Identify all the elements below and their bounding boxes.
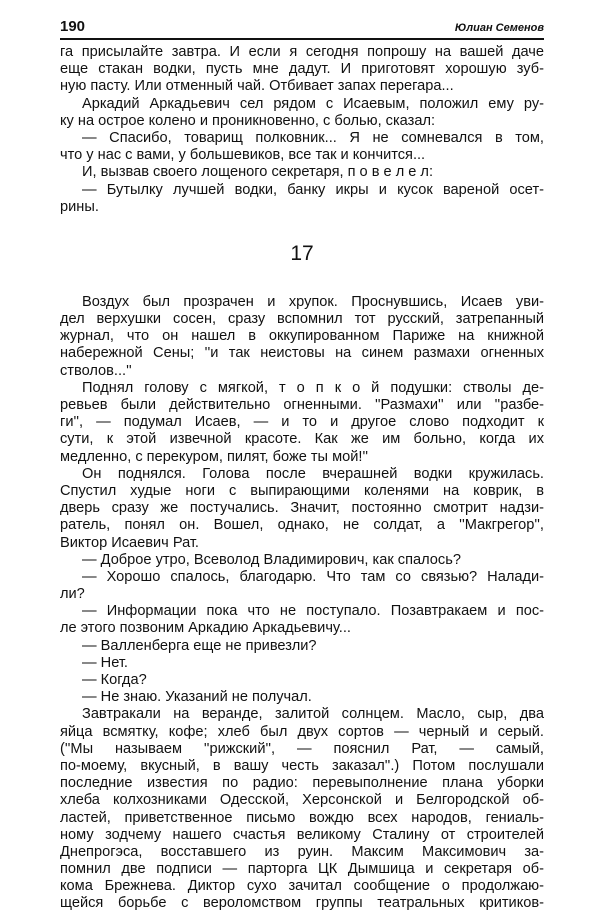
- continued-paragraphs: [60, 44, 544, 216]
- text-line: сути, к этой извечной красоте. Как же им больно, когда их: [60, 431, 544, 448]
- text-line: Воздух был прозрачен и хрупок. Проснувшись, Исаев уви-: [82, 293, 544, 310]
- text-line: — Не знаю. Указаний не получал.: [82, 689, 312, 706]
- chapter-number: 17: [290, 241, 314, 265]
- book-page: [60, 18, 544, 913]
- text-line: стволов...'': [60, 362, 132, 379]
- text-line: ную пасту. Или отменный чай. Отбивает запах перегара...: [60, 78, 454, 95]
- text-line: (''Мы называем ''рижский'', — пояснил Рат, — самый,: [60, 740, 544, 757]
- text-line: кома Брежнева. Диктор сухо зачитал сообщение о продолжаю-: [60, 878, 544, 895]
- text-line: последние известия по радио: перевыполнение плана уборки: [60, 775, 544, 792]
- text-line: — Хорошо спалось, благодарю. Что там со связью? Налади-: [82, 568, 544, 585]
- page-number: 190: [60, 18, 86, 35]
- text-line: ку на острое колено и проникновенно, с болью, сказал:: [60, 112, 436, 129]
- text-line: ле этого позвоним Аркадию Аркадьевичу...: [60, 620, 351, 637]
- text-line: еще стакан водки, пусть мне дадут. И приготовят хорошую зуб-: [60, 61, 544, 78]
- text-line: — Бутылку лучшей водки, банку икры и кусок вареной осет-: [82, 181, 544, 198]
- text-line: журнал, что он нашел в оккупированном Париже на книжной: [60, 328, 544, 345]
- text-line: Поднял голову с мягкой, т о п к о й подушки: стволы де-: [82, 379, 544, 396]
- text-line: дверь сразу же постучались. Значит, постоянно смотрит надзи-: [60, 500, 544, 517]
- text-line: — Доброе утро, Всеволод Владимирович, как спалось?: [82, 551, 461, 568]
- text-line: рины.: [60, 198, 99, 215]
- text-line: набережной Сены; ''и так неистовы на синем размахи огненных: [60, 345, 544, 362]
- text-line: ли?: [60, 586, 85, 603]
- text-line: помнил две подписи — парторга ЦК Дымшица и секретаря об-: [60, 861, 544, 878]
- text-line: — Нет.: [82, 654, 128, 671]
- text-line: ревьев были действительно огненными. ''Размахи'' или ''разбе-: [60, 397, 544, 413]
- text-line: по-моему, вкусный, в вашу честь заказал''.) Потом послушали: [60, 757, 544, 774]
- text-line: Завтракали на веранде, залитой солнцем. Масло, сыр, два: [82, 706, 544, 723]
- text-line: хлеба колхозниками Одесской, Херсонской и Белгородской об-: [60, 792, 544, 809]
- text-line: Днепрогэса, восставшего из руин. Максим Максимович за-: [60, 843, 544, 860]
- text-line: Аркадий Аркадьевич сел рядом с Исаевым, положил ему ру-: [82, 95, 544, 112]
- text-line: Виктор Исаевич Рат.: [60, 534, 199, 551]
- text-line: ному зодчему нашего счастья великому Сталину от строителей: [60, 826, 544, 843]
- text-line: щейся борьбе с вероломством группы театральных критиков-: [60, 895, 544, 912]
- text-line: дел верхушки сосен, сразу вспомнил тот русский, затрепанный: [60, 311, 544, 328]
- text-line: И, вызвав своего лощеного секретаря, п о в е л е л:: [82, 164, 434, 181]
- text-line: га присылайте завтра. И если я сегодня попрошу на вашей даче: [60, 44, 544, 60]
- text-line: — Информации пока что не поступало. Позавтракаем и пос-: [82, 603, 544, 620]
- text-line: что у нас с вами, у большевиков, все так и кончится...: [60, 147, 426, 164]
- text-line: ги'', — подумал Исаев, — и то и другое слово подходит к: [60, 414, 544, 431]
- text-line: — Валленберга еще не привезли?: [82, 637, 317, 654]
- chapter-body: [60, 294, 544, 913]
- text-line: ратель, понял он. Вошел, однако, не солдат, а ''Макгрегор'',: [60, 517, 544, 534]
- text-line: медленно, с перекуром, пилят, боже ты мой!'': [60, 448, 369, 465]
- text-line: Спустил худые ноги с выпирающими коленями на коврик, в: [60, 482, 544, 499]
- text-line: — Когда?: [82, 672, 147, 688]
- running-header: [60, 18, 544, 40]
- text-line: Он поднялся. Голова после вчерашней водки кружилась.: [82, 465, 544, 482]
- text-line: яйца всмятку, кофе; хлеб был двух сортов — черный и серый.: [60, 723, 544, 740]
- running-title: Юлиан Семенов: [454, 22, 544, 34]
- text-line: — Спасибо, товарищ полковник... Я не сомневался в том,: [82, 129, 544, 146]
- text-line: ластей, приветственное письмо вождю всех народов, гениаль-: [60, 809, 544, 826]
